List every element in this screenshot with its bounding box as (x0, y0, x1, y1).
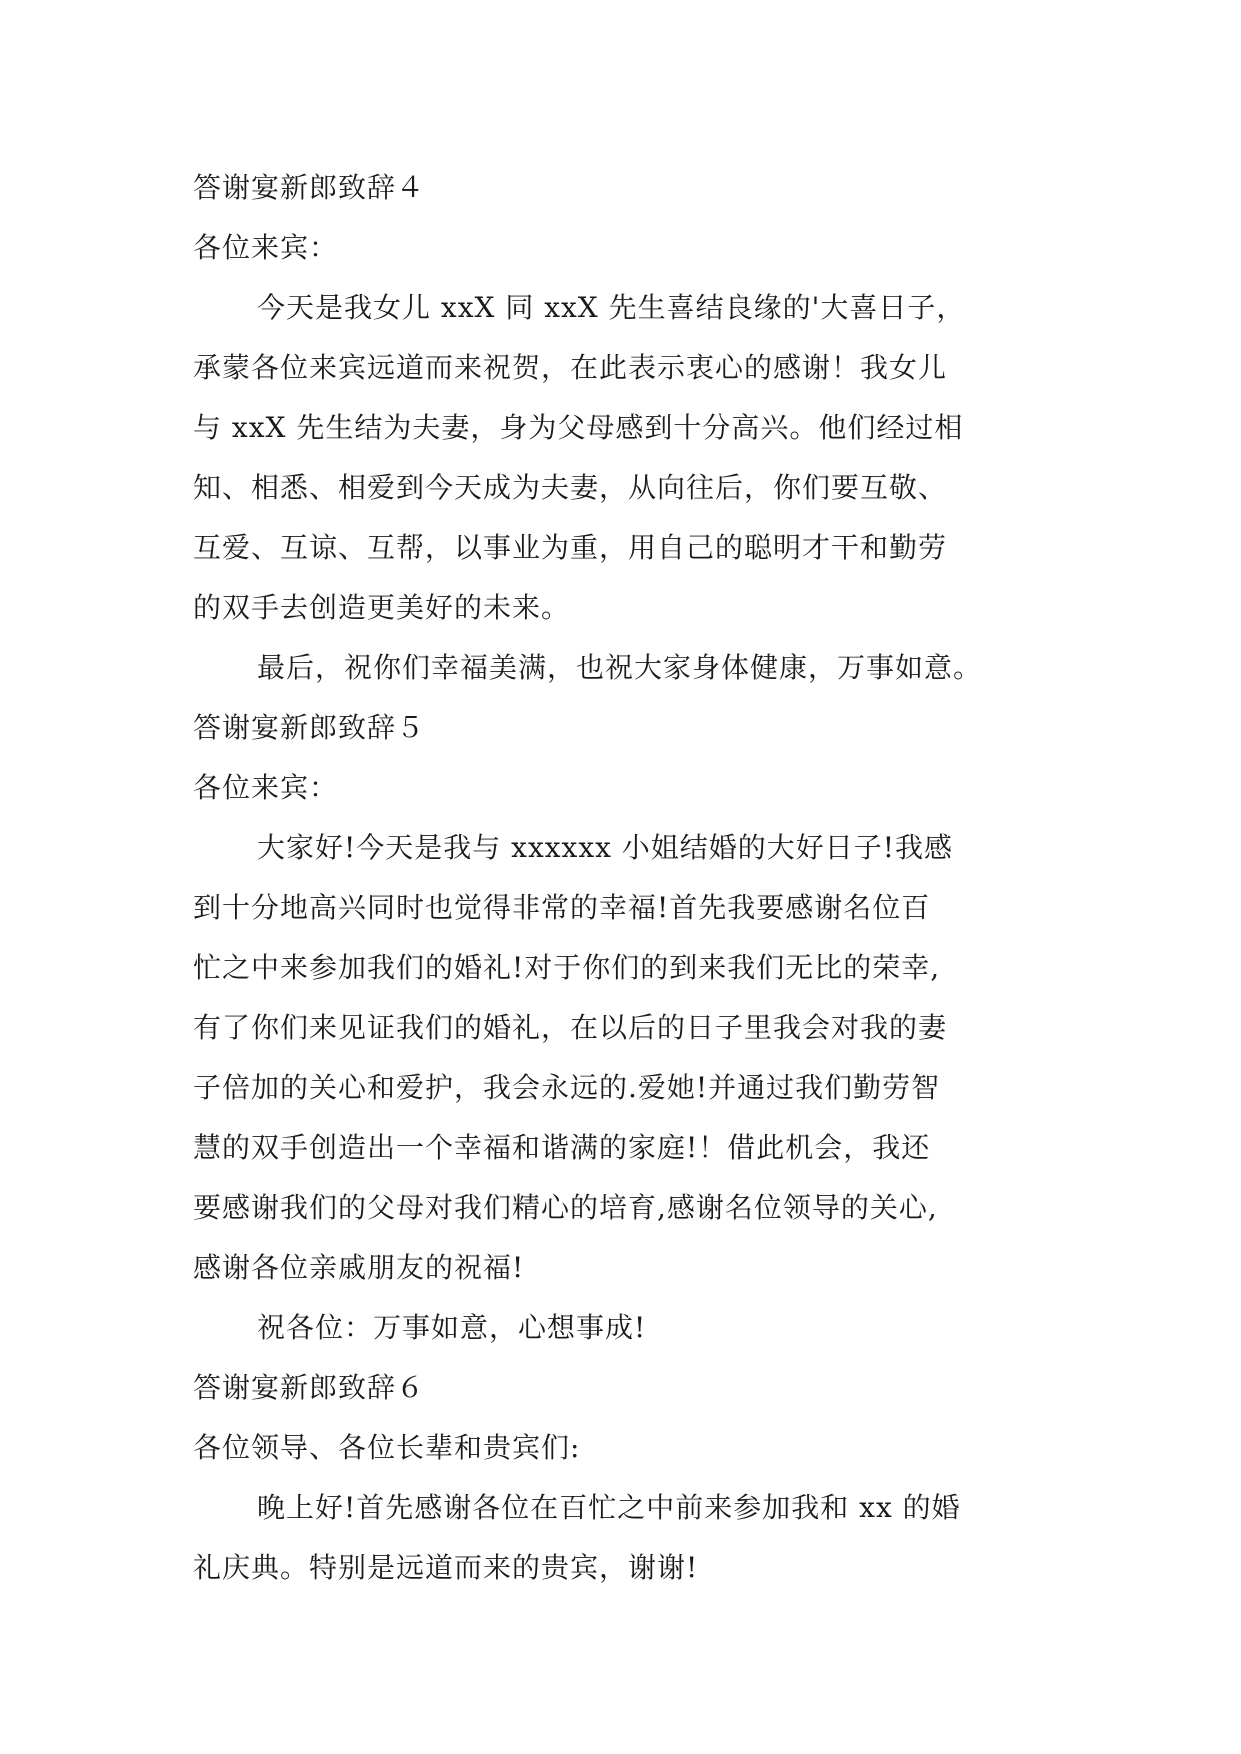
paragraph-line: 礼庆典。特别是远道而来的贵宾，谢谢! (193, 1551, 699, 1584)
greeting: 各位来宾： (193, 771, 339, 804)
document-body (193, 158, 1053, 1598)
section-title: 答谢宴新郎致辞６ (193, 1371, 426, 1404)
paragraph-line: 今天是我女儿 xxX 同 xxX 先生喜结良缘的'大喜日子， (257, 291, 966, 324)
paragraph-line: 慧的双手创造出一个幸福和谐满的家庭!！借此机会，我还 (193, 1131, 931, 1164)
paragraph-line: 有了你们来见证我们的婚礼，在以后的日子里我会对我的妻 (193, 1011, 948, 1044)
section-title: 答谢宴新郎致辞４ (193, 171, 426, 204)
paragraph-line: 最后，祝你们幸福美满，也祝大家身体健康，万事如意。 (257, 651, 983, 684)
paragraph (193, 818, 1053, 1298)
paragraph-line: 要感谢我们的父母对我们精心的培育,感谢名位领导的关心, (193, 1191, 938, 1224)
paragraph-line: 忙之中来参加我们的婚礼!对于你们的到来我们无比的荣幸, (193, 951, 941, 984)
section-title: 答谢宴新郎致辞５ (193, 711, 426, 744)
paragraph-line: 知、相悉、相爱到今天成为夫妻，从向往后，你们要互敬、 (193, 471, 948, 504)
paragraph (193, 638, 1053, 698)
paragraph-line: 子倍加的关心和爱护，我会永远的.爱她!并通过我们勤劳智 (193, 1071, 941, 1104)
paragraph-line: 大家好!今天是我与 xxxxxx 小姐结婚的大好日子!我感 (257, 831, 954, 864)
paragraph-line: 感谢各位亲戚朋友的祝福! (193, 1251, 525, 1284)
paragraph-line: 的双手去创造更美好的未来。 (193, 591, 571, 624)
paragraph-line: 到十分地高兴同时也觉得非常的幸福!首先我要感谢名位百 (193, 891, 931, 924)
paragraph-line: 互爱、互谅、互帮，以事业为重，用自己的聪明才干和勤劳 (193, 531, 948, 564)
paragraph (193, 1298, 1053, 1358)
greeting: 各位领导、各位长辈和贵宾们: (193, 1431, 581, 1464)
paragraph (193, 1478, 1053, 1598)
paragraph-line: 承蒙各位来宾远道而来祝贺，在此表示衷心的感谢！我女儿 (193, 351, 948, 384)
paragraph (193, 278, 1053, 638)
paragraph-line: 祝各位：万事如意，心想事成! (257, 1311, 647, 1344)
paragraph-line: 晚上好!首先感谢各位在百忙之中前来参加我和 xx 的婚 (257, 1491, 961, 1524)
paragraph-line: 与 xxX 先生结为夫妻，身为父母感到十分高兴。他们经过相 (193, 411, 964, 444)
greeting: 各位来宾： (193, 231, 339, 264)
